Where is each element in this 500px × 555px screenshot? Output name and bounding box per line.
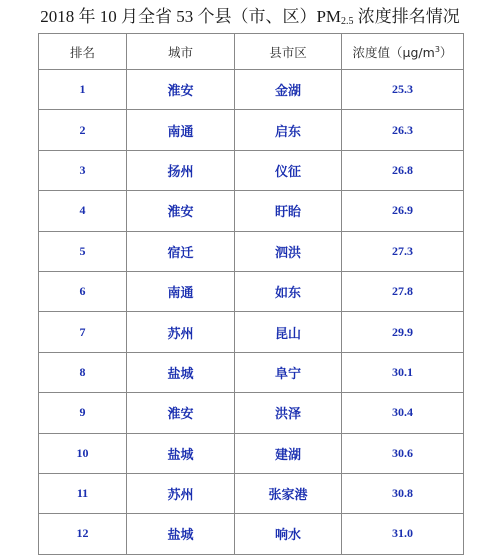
cell-county: 仪征	[235, 150, 342, 190]
table-header-row	[39, 34, 464, 70]
cell-rank: 5	[39, 231, 127, 271]
cell-value: 29.9	[342, 312, 464, 352]
cell-county: 启东	[235, 110, 342, 150]
cell-county: 阜宁	[235, 352, 342, 392]
cell-rank: 4	[39, 191, 127, 231]
cell-county: 建湖	[235, 433, 342, 473]
table-row	[39, 231, 464, 271]
cell-value: 30.6	[342, 433, 464, 473]
cell-city: 淮安	[127, 70, 235, 110]
cell-county: 昆山	[235, 312, 342, 352]
cell-city: 淮安	[127, 393, 235, 433]
ranking-table	[38, 33, 464, 555]
cell-rank: 3	[39, 150, 127, 190]
cell-county: 张家港	[235, 473, 342, 513]
cell-city: 苏州	[127, 473, 235, 513]
title-prefix: 2018 年 10 月全省 53 个县（市、区）PM	[40, 7, 342, 26]
cell-value: 25.3	[342, 70, 464, 110]
table-row	[39, 271, 464, 311]
cell-rank: 6	[39, 271, 127, 311]
cell-value: 27.3	[342, 231, 464, 271]
header-value-prefix: 浓度值（μg/m	[352, 44, 435, 60]
title-suffix: 浓度排名情况	[353, 7, 460, 26]
cell-city: 南通	[127, 271, 235, 311]
header-county: 县市区	[235, 34, 342, 70]
cell-city: 盐城	[127, 433, 235, 473]
cell-value: 26.8	[342, 150, 464, 190]
cell-rank: 1	[39, 70, 127, 110]
cell-value: 26.3	[342, 110, 464, 150]
cell-rank: 12	[39, 514, 127, 554]
page-title	[0, 4, 500, 35]
header-rank: 排名	[39, 34, 127, 70]
table-row	[39, 393, 464, 433]
header-city: 城市	[127, 34, 235, 70]
header-value-suffix: ）	[439, 44, 453, 60]
cell-value: 26.9	[342, 191, 464, 231]
cell-rank: 7	[39, 312, 127, 352]
cell-rank: 11	[39, 473, 127, 513]
table-row	[39, 110, 464, 150]
cell-value: 31.0	[342, 514, 464, 554]
table-row	[39, 70, 464, 110]
cell-rank: 9	[39, 393, 127, 433]
table-row	[39, 433, 464, 473]
cell-value: 27.8	[342, 271, 464, 311]
title-subscript: 2.5	[341, 16, 354, 27]
cell-city: 宿迁	[127, 231, 235, 271]
cell-city: 盐城	[127, 514, 235, 554]
cell-city: 扬州	[127, 150, 235, 190]
cell-city: 淮安	[127, 191, 235, 231]
header-value	[342, 34, 464, 70]
cell-city: 苏州	[127, 312, 235, 352]
cell-county: 金湖	[235, 70, 342, 110]
cell-city: 南通	[127, 110, 235, 150]
cell-value: 30.8	[342, 473, 464, 513]
cell-value: 30.4	[342, 393, 464, 433]
table-row	[39, 150, 464, 190]
cell-rank: 2	[39, 110, 127, 150]
table-row	[39, 514, 464, 554]
cell-value: 30.1	[342, 352, 464, 392]
header-value-sup: 3	[434, 44, 440, 54]
cell-county: 洪泽	[235, 393, 342, 433]
cell-rank: 10	[39, 433, 127, 473]
table-row	[39, 473, 464, 513]
cell-rank: 8	[39, 352, 127, 392]
cell-county: 泗洪	[235, 231, 342, 271]
cell-city: 盐城	[127, 352, 235, 392]
cell-county: 如东	[235, 271, 342, 311]
cell-county: 响水	[235, 514, 342, 554]
table-row	[39, 191, 464, 231]
table-row	[39, 352, 464, 392]
table-row	[39, 312, 464, 352]
cell-county: 盱眙	[235, 191, 342, 231]
